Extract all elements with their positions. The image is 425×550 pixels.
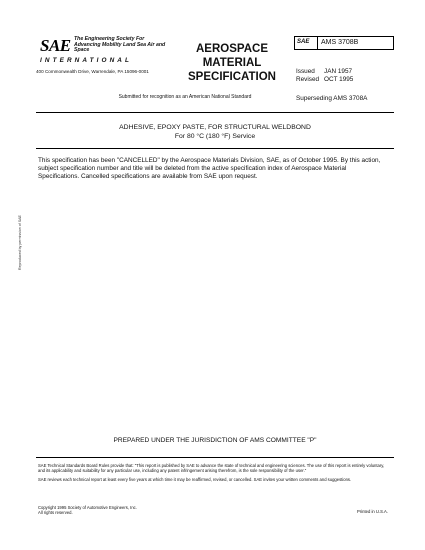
spec-title [36, 124, 394, 141]
footer-paragraph-2: SAE reviews each technical report at least every five years at which time it may be reaffirmed, revised, or cancelled. SAE invites your written comments and suggestions. [38, 476, 352, 482]
sae-international: INTERNATIONAL [40, 57, 133, 64]
doc-box-divider [317, 37, 318, 49]
document-type-title [176, 42, 288, 84]
sae-logo-mark: SAE [40, 36, 71, 55]
copyright-line: Copyright 1995 Society of Automotive Engineers, Inc. [38, 505, 137, 510]
side-margin-note: Reproduced by permission of SAE [18, 215, 22, 270]
issued-label: Issued [296, 68, 315, 75]
doc-box-sae: SAE [297, 39, 310, 45]
sae-tagline: The Engineering Society For Advancing Mobility Land Sea Air and Space [74, 36, 166, 54]
title-line-2: MATERIAL [202, 57, 262, 69]
issued-row [296, 68, 394, 76]
document-number: AMS 3708B [321, 39, 359, 46]
document-info [294, 36, 394, 108]
printed-line: Printed in U.S.A. [357, 509, 388, 514]
rights-line: All rights reserved. [38, 509, 73, 515]
title-line-3: SPECIFICATION [188, 71, 276, 83]
footer-notes [38, 464, 388, 486]
issued-value: JAN 1957 [324, 68, 353, 75]
cancellation-notice: This specification has been "CANCELLED" by the Aerospace Materials Division, SAE, as of October 1995. By this action, subject specification number and title will be deleted from the active specification index of Aerospace Material Specifications. Cancelled specifications are available from SAE upon request. [38, 157, 381, 180]
revised-label: Revised [296, 75, 320, 83]
spec-title-line-2: For 80 °C (180 °F) Service [174, 132, 256, 140]
header-rule-bottom [36, 148, 394, 149]
revised-value: OCT 1995 [324, 75, 354, 83]
title-line-1: AEROSPACE [196, 43, 268, 55]
footer-paragraph-1: SAE Technical Standards Board Rules provide that: "This report is published by SAE to advance the state of technical and engineering sciences. The use of this report is entirely voluntary, and its applicability and suitability for any particular use, including any patent infringement arising therefrom, is the sole responsibility of the user." [38, 463, 385, 473]
revised-row [296, 76, 394, 84]
sae-address: 400 Commonwealth Drive, Warrendale, PA 15096-0001 [36, 69, 149, 74]
document-dates [296, 68, 394, 83]
submitted-note: Submitted for recognition as an American National Standard [118, 94, 252, 100]
header-rule-top [36, 112, 394, 113]
prepared-by: PREPARED UNDER THE JURISDICTION OF AMS COMMITTEE "P" [113, 437, 317, 444]
footer-rule [36, 457, 394, 458]
document-number-box [294, 36, 394, 50]
spec-title-line-1: ADHESIVE, EPOXY PASTE, FOR STRUCTURAL WELDBOND [119, 124, 311, 131]
footer-copyright [38, 506, 388, 516]
superseding-note: Superseding AMS 3708A [296, 95, 368, 102]
